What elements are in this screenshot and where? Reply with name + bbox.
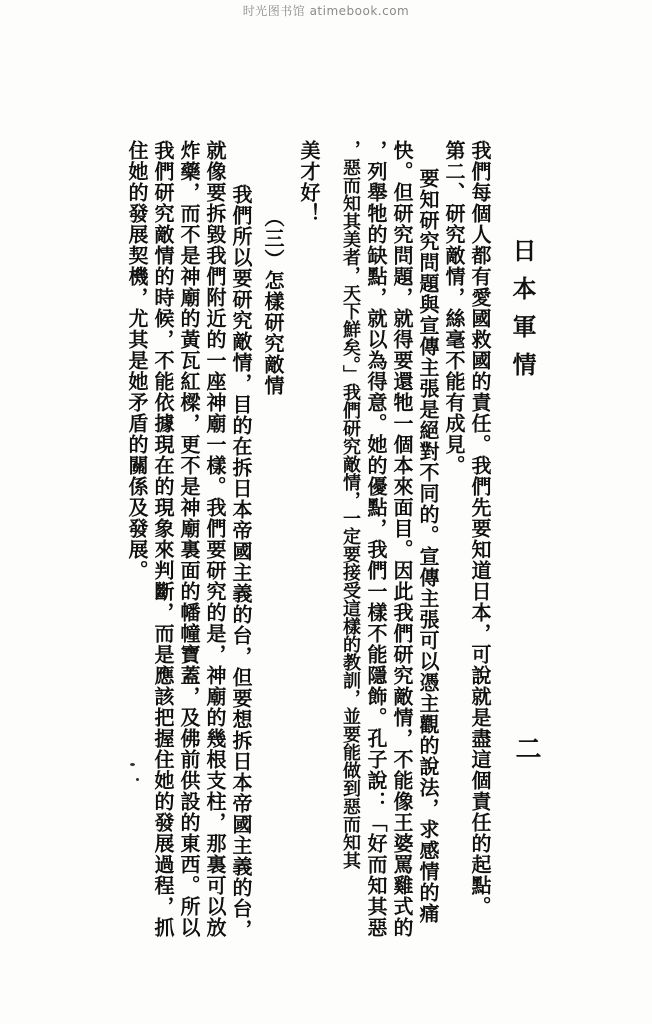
running-header-title: 日本軍情: [508, 238, 537, 390]
text-column: 炸藥，而不是神廟的黃瓦紅樑，更不是神廟裏面的幡幢寶蓋，及佛前供設的東西。所以: [177, 140, 201, 938]
text-column: 我們研究敵情的時候，不能依據現在的現象來判斷，而是應該把握住她的發展過程，抓: [151, 140, 175, 938]
text-column: 住她的發展契機，尤其是她矛盾的關係及發展。: [125, 140, 149, 581]
ink-speck: [130, 763, 135, 766]
text-column: 就像要拆毀我們附近的一座神廟一樣。我們要研究的是，神廟的幾根支柱，那裏可以放: [203, 140, 227, 938]
text-column: ，惡而知其美者，天下鮮矣。」我們研究敵情，一定要接受這樣的教訓，並要能做到惡而知其: [340, 140, 361, 869]
text-column: 要知研究問題與宣傳主張是絕對不同的。宣傳主張可以憑主觀的說法，求感情的痛: [416, 168, 440, 924]
text-column: ，列舉牠的缺點，就以為得意。她的優點，我們一樣不能隱飾。孔子說：「好而知其惡: [364, 140, 388, 938]
text-column: 我們每個人都有愛國救國的責任。我們先要知道日本，可說就是盡這個責任的起點。: [468, 140, 492, 917]
text-column: 我們所以要研究敵情，目的在拆日本帝國主義的台，但要想拆日本帝國主義的台，: [229, 184, 253, 940]
page-number: 二: [511, 735, 541, 761]
watermark-text: 时光图书馆 atimebook.com: [242, 4, 410, 18]
text-column: 第二、研究敵情，絲毫不能有成見。: [442, 140, 466, 476]
ink-speck: [136, 778, 139, 781]
section-heading: （三）怎樣研究敵情: [261, 207, 285, 396]
text-column: 快。但研究問題，就得要還牠一個本來面目。因此我們研究敵情，不能像王婆罵雞式的: [390, 140, 414, 938]
text-column: 美才好！: [297, 140, 321, 224]
